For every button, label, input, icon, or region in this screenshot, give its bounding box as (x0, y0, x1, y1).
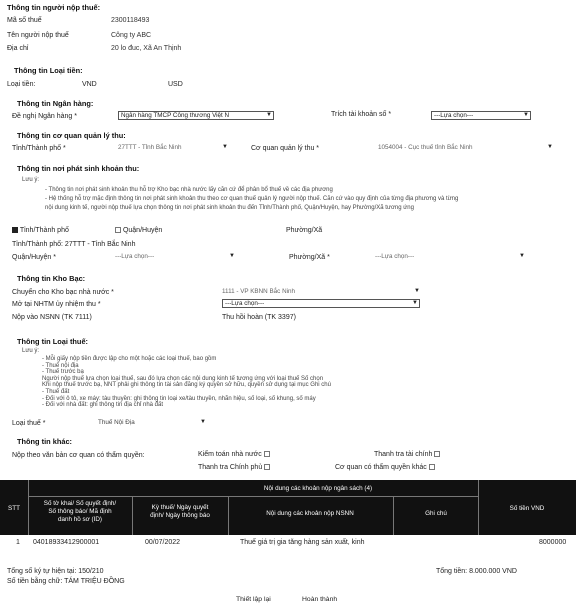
currency-vnd-radio[interactable] (74, 81, 97, 88)
authority-province-label: Tỉnh/Thành phố * (12, 145, 66, 152)
origin-heading: Thông tin nơi phát sinh khoản thu: (17, 164, 140, 173)
origin-province-check-label: Tỉnh/Thành phố (19, 227, 69, 234)
chevron-down-icon: ▼ (412, 300, 418, 306)
address-label: Địa chỉ (7, 45, 29, 52)
origin-note-2b: nội dung kinh tế, người nộp thuế lựa chọn thông tin nơi phát sinh khoản thu đến Tỉnh/Thành phố, Quận/Huyện, hay Phường/Xã tương ứng (45, 205, 414, 211)
taxpayer-name-value: Công ty ABC (111, 32, 152, 39)
taxtype-note-line: - Mỗi giấy nộp tiền được lập cho một hoặc các loại thuế, bao gồm (42, 356, 217, 362)
origin-note-2a: - Hệ thống hỗ trợ mặc định thông tin nơi phát sinh khoản thu theo cơ quan thuế quản lý người nộp thuế. Căn cứ vào quy định của từng địa phương và từng (45, 196, 459, 202)
taxtype-note-line: Người nộp thuế lựa chọn loại thuế, sau đó lựa chọn các nội dung kinh tế tương ứng với loại thuế Số chọn (42, 375, 324, 382)
chevron-down-icon: ▼ (547, 144, 553, 150)
bank-select-value: Ngân hàng TMCP Công thương Việt N (121, 112, 230, 119)
table-row[interactable] (0, 536, 576, 550)
chevron-down-icon: ▼ (523, 112, 529, 118)
treasury-heading: Thông tin Kho Bạc: (17, 274, 86, 283)
currency-usd-label: USD (168, 81, 183, 88)
nhtm-select[interactable] (222, 299, 420, 308)
origin-note-1: - Thông tin nơi phát sinh khoản thu hỗ trợ Kho bạc nhà nước lấy căn cứ để phân bổ thuế về các địa phương (45, 187, 333, 193)
col-period-line: định/ Ngày thông báo (150, 512, 210, 519)
row-decision: 04018933412900001 (33, 539, 100, 546)
column-divider (478, 480, 479, 535)
col-decision-line: danh hồ sơ (ID) (57, 516, 103, 523)
taxtype-value: Thuế Nội Địa (98, 419, 135, 426)
checkbox-icon (264, 464, 270, 470)
chevron-down-icon: ▼ (519, 253, 525, 259)
bank-select[interactable] (118, 111, 274, 120)
currency-usd-radio[interactable] (168, 81, 183, 88)
taxtype-note-line: - Thuế đất (42, 388, 70, 395)
transfer-value: 1111 - VP KBNN Bắc Ninh (222, 288, 296, 295)
checkbox-icon (115, 227, 121, 233)
amount-in-words: Số tiền bằng chữ: TÁM TRIỆU ĐỒNG (7, 578, 125, 585)
col-amount: Số tiền VND (509, 505, 545, 512)
currency-label: Loại tiền: (7, 81, 36, 88)
row-period: 00/07/2022 (145, 539, 181, 546)
taxtype-note-title: Lưu ý: (22, 348, 40, 354)
other-heading: Thông tin khác: (17, 437, 73, 446)
table-header (0, 480, 576, 535)
chevron-down-icon: ▼ (414, 288, 420, 294)
char-count: Tổng số ký tự hiện tại: 150/210 (7, 568, 104, 575)
address-value: 20 lo đuc, Xã An Thịnh (111, 45, 182, 52)
bank-label: Đề nghị Ngân hàng * (12, 113, 77, 120)
row-content: Thuế giá trị gia tăng hàng sản xuất, kinh (240, 539, 365, 546)
bank-heading: Thông tin Ngân hàng: (17, 99, 94, 108)
authority-province-value: 27TTT - Tỉnh Bắc Ninh (118, 144, 182, 151)
col-content: Nội dung các khoản nộp NSNN (266, 510, 354, 517)
header-divider (28, 496, 478, 497)
col-decision (30, 500, 130, 524)
transfer-select[interactable] (222, 287, 420, 296)
finance-inspect-label: Thanh tra tài chính (374, 451, 433, 458)
transfer-label: Chuyển cho Kho bạc nhà nước * (12, 289, 114, 296)
taxtype-note-line: - Thuế nội địa (42, 362, 79, 369)
ward-label: Phường/Xã * (289, 254, 330, 261)
gov-inspect-label: Thanh tra Chính phủ (198, 464, 263, 471)
column-divider (28, 480, 29, 535)
finish-button[interactable]: Hoàn thành (302, 596, 338, 603)
ward-value: ---Lựa chọn--- (375, 253, 415, 260)
tax-code-label: Mã số thuế (7, 17, 42, 24)
taxpayer-name-label: Tên người nộp thuế (7, 32, 69, 39)
reset-button[interactable]: Thiết lập lại (236, 596, 271, 603)
refund-label: Thu hồi hoàn (TK 3397) (222, 314, 296, 321)
district-select[interactable] (115, 252, 235, 261)
checkbox-checked-icon (12, 227, 18, 233)
ward-select[interactable] (375, 252, 525, 261)
taxtype-note-list (42, 356, 331, 409)
origin-note-title: Lưu ý: (22, 177, 40, 183)
col-decision-line: Số thông báo/ Mã định (48, 508, 112, 515)
district-value: ---Lựa chọn--- (115, 253, 155, 260)
authority-province-select[interactable] (118, 143, 228, 152)
checkbox-icon (264, 451, 270, 457)
other-agency-checkbox[interactable] (335, 464, 435, 471)
currency-vnd-label: VND (81, 81, 97, 88)
row-stt: 1 (16, 539, 20, 546)
chevron-down-icon: ▼ (200, 419, 206, 425)
origin-province-checkbox[interactable] (12, 227, 69, 234)
other-agency-label: Cơ quan có thẩm quyền khác (335, 464, 427, 471)
nhtm-label: Mở tại NHTM ủy nhiệm thu * (12, 301, 101, 308)
origin-ward-check-label: Phường/Xã (286, 227, 323, 234)
nsnn-label: Nộp vào NSNN (TK 7111) (12, 314, 92, 321)
origin-district-check-label: Quận/Huyện (122, 227, 163, 234)
gov-inspect-checkbox[interactable] (198, 464, 270, 471)
taxtype-heading: Thông tin Loại thuế: (17, 337, 89, 346)
taxtype-note-line: - Thuế trước bạ (42, 369, 84, 376)
col-period-line: Kỳ thuế/ Ngày quyết (151, 504, 209, 511)
origin-district-checkbox[interactable] (115, 227, 162, 234)
taxtype-select[interactable] (98, 418, 206, 427)
taxtype-note-line: - Đối với nhà đất: ghi thông tin địa chỉ nhà đất (42, 402, 164, 409)
taxpayer-heading: Thông tin người nộp thuế: (7, 3, 101, 12)
taxtype-note-line: Khi nộp thuế trước bạ, NNT phải ghi thông tin tài sản đăng ký quyền sở hữu, quyền sử dụng tại mục Ghi chú (42, 382, 331, 389)
origin-province-text: Tỉnh/Thành phố: 27TTT - Tỉnh Bắc Ninh (12, 241, 136, 248)
group-header: Nội dung các khoản nộp ngân sách (4) (263, 485, 373, 492)
column-divider (393, 496, 394, 535)
district-label: Quận/Huyện * (12, 254, 56, 261)
checkbox-icon (429, 464, 435, 470)
chevron-down-icon: ▼ (222, 144, 228, 150)
chevron-down-icon: ▼ (266, 112, 272, 118)
col-decision-line: Số tờ khai/ Số quyết định/ (43, 500, 117, 507)
account-select[interactable] (431, 111, 531, 120)
row-amount: 8000000 (539, 539, 567, 546)
checkbox-icon (434, 451, 440, 457)
chevron-down-icon: ▼ (229, 253, 235, 259)
column-divider (228, 496, 229, 535)
send-label: Nộp theo văn bản cơ quan có thẩm quyền: (12, 452, 145, 459)
total-amount: Tổng tiền: 8.000.000 VND (436, 568, 517, 575)
column-divider (132, 496, 133, 535)
account-label: Trích tài khoản số * (331, 111, 392, 118)
agency-label: Cơ quan quản lý thu * (251, 145, 320, 152)
origin-ward-checkbox[interactable] (286, 227, 322, 234)
taxtype-note-line: - Đối với ô tô, xe máy: tàu thuyền: ghi thông tin loại xe/tàu thuyền, nhãn hiệu, số loại, số khung, số máy (42, 395, 316, 402)
col-period (134, 504, 226, 520)
col-note: Ghi chú (425, 510, 447, 517)
audit-label: Kiểm toán nhà nước (198, 451, 262, 458)
nhtm-value: ---Lựa chọn--- (225, 300, 265, 307)
currency-heading: Thông tin Loại tiền: (14, 66, 83, 75)
col-stt: STT (8, 505, 20, 512)
agency-value: 1054004 - Cục thuế tỉnh Bắc Ninh (378, 144, 473, 151)
tax-code-value: 2300118493 (111, 17, 150, 24)
account-select-value: ---Lựa chọn--- (434, 112, 474, 119)
agency-select[interactable] (378, 143, 553, 152)
finance-inspect-checkbox[interactable] (374, 451, 440, 458)
taxtype-label: Loại thuế * (12, 420, 46, 427)
audit-checkbox[interactable] (198, 451, 270, 458)
authority-heading: Thông tin cơ quan quản lý thu: (17, 131, 126, 140)
